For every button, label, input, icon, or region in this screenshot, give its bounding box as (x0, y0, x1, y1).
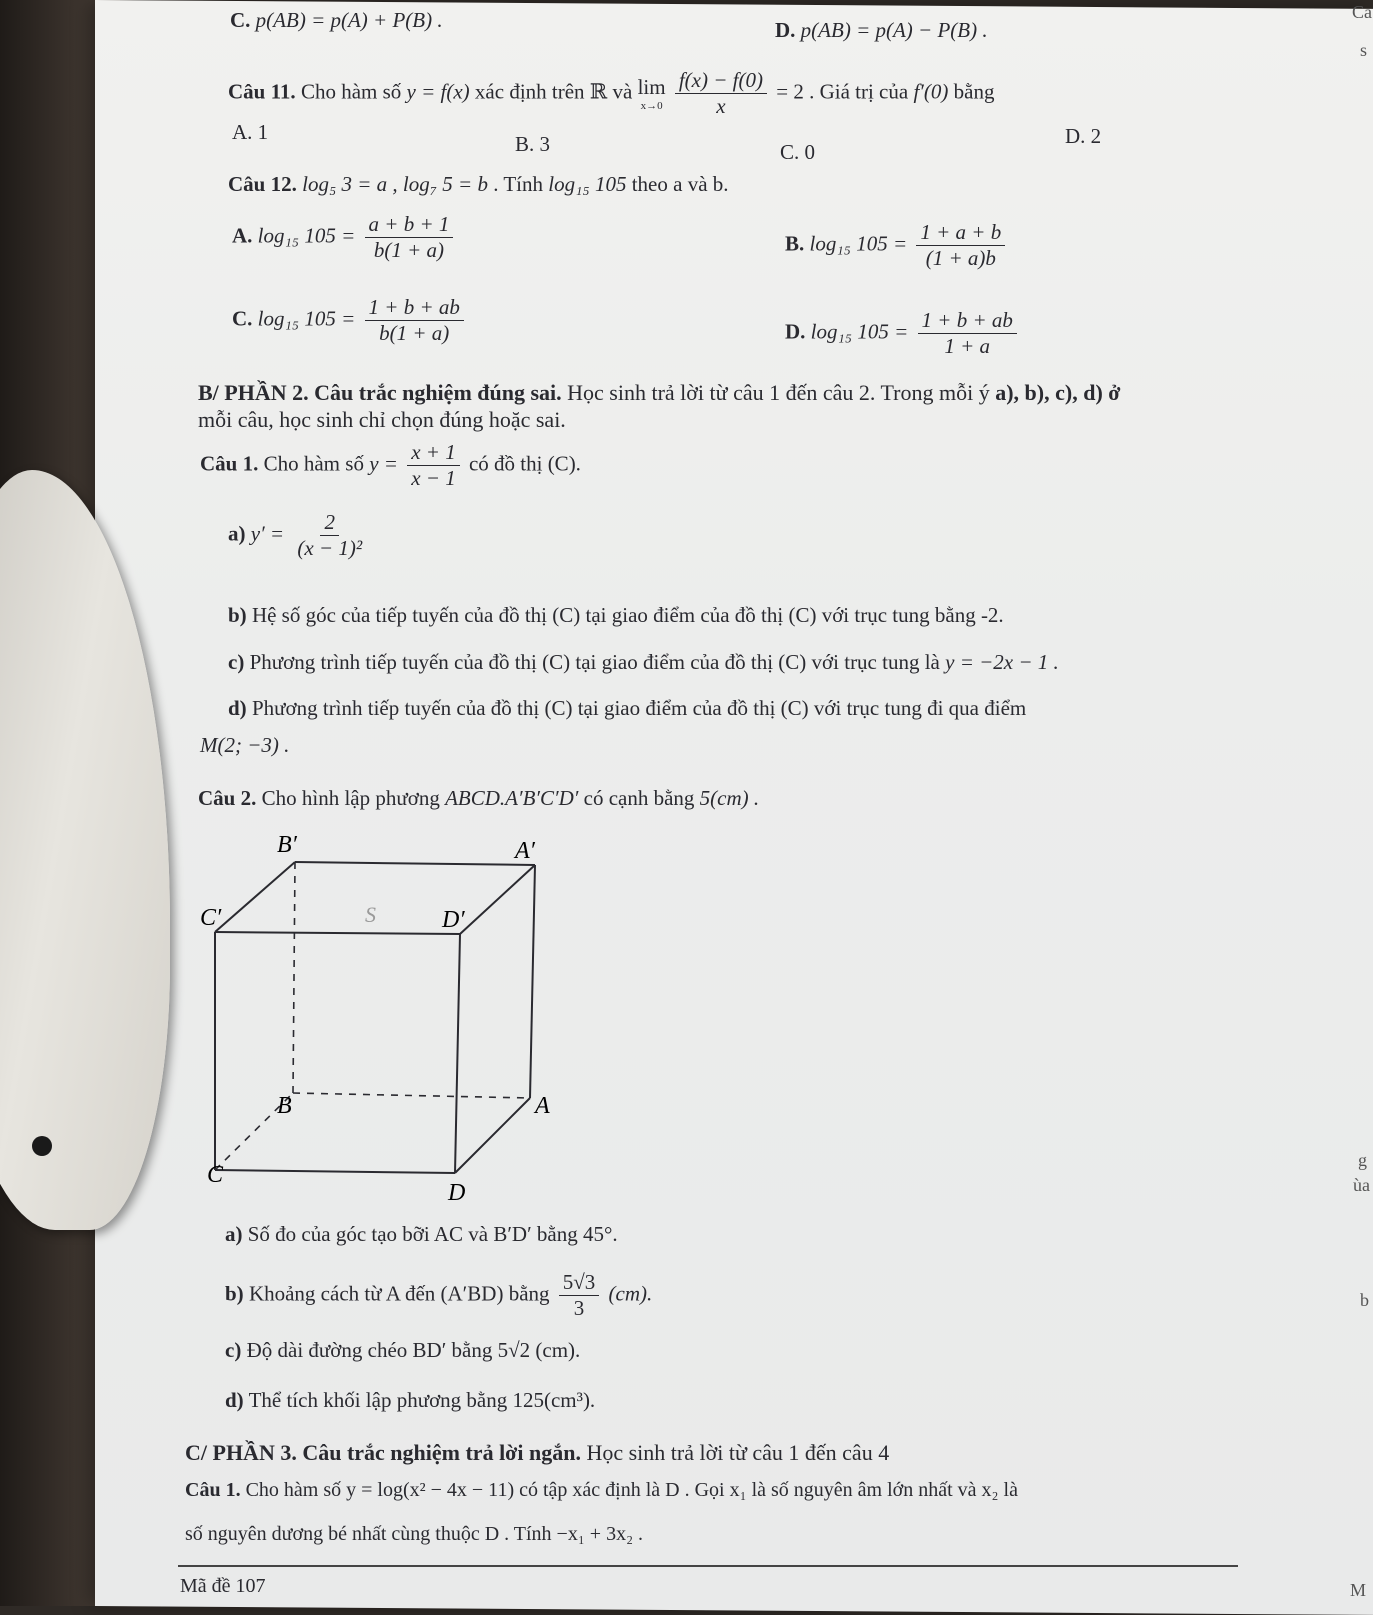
edge-c-d (215, 1170, 455, 1173)
edge-dp-ap (460, 865, 535, 934)
edge-cp-dp (215, 932, 460, 934)
edge-text-top-right: Ca (1352, 2, 1372, 22)
p3q1-line2: số nguyên dương bé nhất cùng thuộc D . Tính −x₁ + 3x₂ . (185, 1523, 644, 1545)
limit-fraction: $\frac{f(x) - f(0)}{x}$ (675, 68, 767, 119)
q12-question: Câu 12. log₅ 3 = a , log₇ 5 = b . Tính log₁₅ 105 theo a và b. (228, 172, 729, 196)
q11-option-a: A. 1 (232, 120, 269, 144)
p2q1-question: Câu 1. Cho hàm số y = $\frac{x + 1}{x - 1}$ có đồ thị (C). (200, 440, 581, 491)
cube-diagram (190, 830, 590, 1210)
p3q1-line1: Câu 1. Cho hàm số y = log(x² − 4x − 11) có tập xác định là D . Gọi x₁ là số nguyên âm lớn nhất và x₂ là (185, 1479, 1018, 1501)
label-a: A (535, 1093, 550, 1119)
p2q1-b: b) Hệ số góc của tiếp tuyến của đồ thị (C) tại giao điểm của đồ thị (C) với trục tung bằng -2. (228, 603, 1004, 627)
edge-bp-ap (295, 862, 535, 865)
p2q2-b: b) Khoảng cách từ A đến (A′BD) bằng $\frac{5√3}{3}$ (cm). (225, 1270, 653, 1321)
part3-heading: C/ PHẦN 3. Câu trắc nghiệm trả lời ngắn. Học sinh trả lời từ câu 1 đến câu 4 (185, 1440, 890, 1465)
part2-heading-line2: mỗi câu, học sinh chỉ chọn đúng hoặc sai. (198, 407, 566, 432)
q12-option-d: D. log₁₅ 105 = $\frac{1 + b + ab}{1 + a}$ (785, 308, 1021, 359)
q12-option-a: A. log₁₅ 105 = $\frac{a + b + 1}{b(1 + a)}$ (232, 212, 457, 263)
p2q1-c: c) Phương trình tiếp tuyến của đồ thị (C) tại giao điểm của đồ thị (C) với trục tung là y = −2x − 1 . (228, 650, 1059, 674)
edge-dp-d (455, 934, 460, 1173)
q10-option-c: C. p(AB) = p(A) + P(B) . (230, 8, 443, 32)
part2-heading: B/ PHẦN 2. Câu trắc nghiệm đúng sai. Học sinh trả lời từ câu 1 đến câu 2. Trong mỗi ý a), b), c), d) ở (198, 380, 1121, 405)
p2q2-question: Câu 2. Cho hình lập phương ABCD.A′B′C′D′ có cạnh bằng 5(cm) . (198, 786, 760, 810)
edge-cp-bp (215, 862, 295, 932)
p2q2-a: a) Số đo của góc tạo bỡi AC và B′D′ bằng 45°. (225, 1222, 618, 1246)
label-cp: C′ (200, 905, 222, 931)
p2q1-d: d) Phương trình tiếp tuyến của đồ thị (C) tại giao điểm của đồ thị (C) với trục tung đi qua điểm (228, 696, 1027, 720)
footer-rule (178, 1565, 1238, 1567)
edge-b-a (293, 1093, 530, 1098)
q12-option-c: C. log₁₅ 105 = $\frac{1 + b + ab}{b(1 + a)}$ (232, 295, 468, 346)
label-d: D (448, 1180, 466, 1206)
exam-code: Mã đề 107 (180, 1575, 266, 1597)
edge-text-ua: ùa (1353, 1175, 1370, 1195)
p2q2-c: c) Độ dài đường chéo BD′ bằng 5√2 (cm). (225, 1338, 581, 1362)
q11-question: Câu 11. Cho hàm số y = f(x) xác định trên ℝ và lim x→0 $\frac{f(x) - f(0)}{x}$ = 2 . Giá trị của f′(0) bằng (228, 68, 995, 119)
q11-option-b: B. 3 (515, 132, 551, 156)
q10-option-d: D. p(AB) = p(A) − P(B) . (775, 18, 988, 42)
label-s: S (365, 902, 376, 927)
q11-option-d: D. 2 (1065, 124, 1102, 148)
q12-option-b: B. log₁₅ 105 = $\frac{1 + a + b}{(1 + a)b}$ (785, 220, 1009, 271)
label-ap: A′ (515, 838, 535, 864)
label-b: B (277, 1093, 292, 1119)
edge-text-m: M (1350, 1580, 1367, 1600)
p2q1-d-point: M(2; −3) . (200, 733, 290, 757)
p2q2-d: d) Thể tích khối lập phương bằng 125(cm³). (225, 1388, 596, 1412)
edge-ap-a (530, 865, 535, 1098)
q11-option-c: C. 0 (780, 140, 816, 164)
p2q1-a: a) y′ = $\frac{2}{\text{(x − 1)²}}$ (228, 510, 363, 561)
label-bp: B′ (277, 832, 297, 858)
edge-text-b: b (1360, 1290, 1369, 1310)
edge-d-a (455, 1098, 530, 1173)
edge-text-g: g (1358, 1150, 1367, 1170)
edge-text-s: s (1360, 40, 1368, 60)
label-dp: D′ (442, 907, 465, 933)
limit: lim x→0 (637, 74, 666, 112)
edge-bp-b (293, 862, 295, 1093)
label-c: C (207, 1162, 224, 1188)
